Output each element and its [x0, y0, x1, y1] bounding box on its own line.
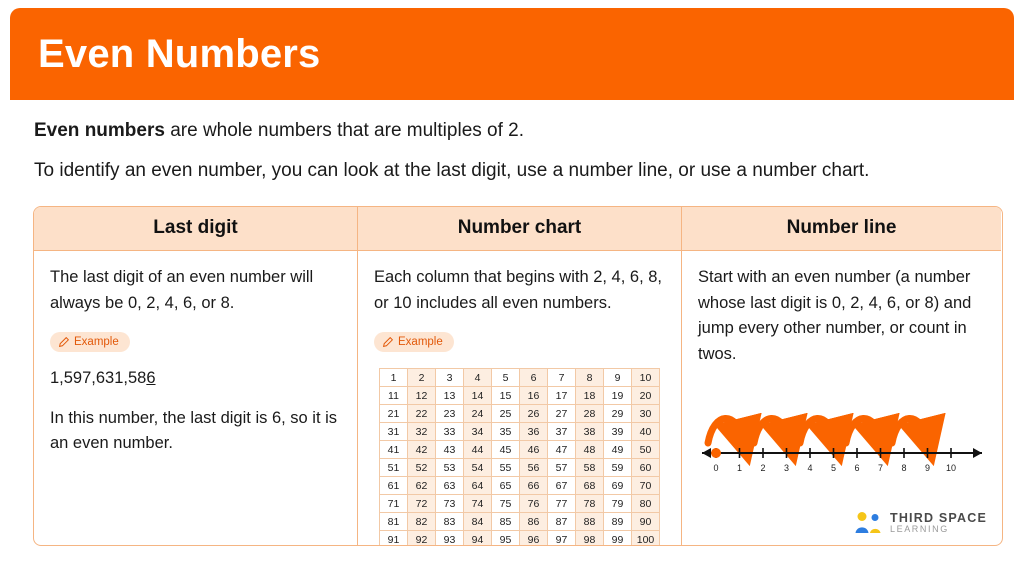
chart-cell: 67: [548, 477, 576, 495]
brand-logo: [854, 511, 987, 535]
chart-cell: 85: [492, 513, 520, 531]
chart-cell: 50: [632, 441, 660, 459]
chart-row: [380, 513, 660, 531]
page-header: [10, 8, 1014, 100]
chart-cell: 38: [576, 423, 604, 441]
column-heading-number-line: Number line: [682, 207, 1001, 251]
chart-cell: 76: [520, 495, 548, 513]
column-body-last-digit: [34, 251, 357, 545]
chart-cell: 91: [380, 531, 408, 546]
chart-cell: 83: [436, 513, 464, 531]
chart-cell: 96: [520, 531, 548, 546]
chart-row: [380, 369, 660, 387]
chart-cell: 56: [520, 459, 548, 477]
chart-cell: 97: [548, 531, 576, 546]
chart-cell: 9: [604, 369, 632, 387]
chart-cell: 81: [380, 513, 408, 531]
intro-line-1: [34, 118, 1004, 144]
chart-cell: 98: [576, 531, 604, 546]
chart-cell: 25: [492, 405, 520, 423]
chart-cell: 7: [548, 369, 576, 387]
jump-arcs: [708, 419, 927, 444]
axis-tick-labels: [713, 463, 956, 473]
chart-row: [380, 423, 660, 441]
chart-cell: 17: [548, 387, 576, 405]
chart-cell: 19: [604, 387, 632, 405]
example-label-number-chart: Example: [398, 336, 443, 349]
chart-row: [380, 441, 660, 459]
axis-tick-label: 3: [783, 463, 790, 474]
chart-cell: 41: [380, 441, 408, 459]
example-label-last-digit: Example: [74, 336, 119, 349]
column-heading-number-chart: Number chart: [358, 207, 681, 251]
chart-cell: 36: [520, 423, 548, 441]
example-badge-last-digit: [50, 332, 130, 352]
chart-cell: 28: [576, 405, 604, 423]
chart-cell: 10: [632, 369, 660, 387]
chart-cell: 65: [492, 477, 520, 495]
start-marker: [711, 448, 721, 458]
chart-cell: 1: [380, 369, 408, 387]
chart-cell: 37: [548, 423, 576, 441]
chart-cell: 26: [520, 405, 548, 423]
chart-cell: 93: [436, 531, 464, 546]
axis-tick-label: 7: [877, 463, 884, 474]
chart-cell: 34: [464, 423, 492, 441]
chart-cell: 63: [436, 477, 464, 495]
chart-cell: 95: [492, 531, 520, 546]
chart-cell: 23: [436, 405, 464, 423]
chart-cell: 59: [604, 459, 632, 477]
chart-cell: 12: [408, 387, 436, 405]
hundred-chart-wrapper: [374, 368, 665, 546]
chart-cell: 61: [380, 477, 408, 495]
number-line-svg: [698, 381, 986, 491]
chart-cell: 52: [408, 459, 436, 477]
chart-cell: 74: [464, 495, 492, 513]
chart-cell: 49: [604, 441, 632, 459]
last-digit-description: The last digit of an even number will always be 0, 2, 4, 6, or 8.: [50, 268, 314, 312]
chart-cell: 45: [492, 441, 520, 459]
chart-cell: 39: [604, 423, 632, 441]
axis-tick-label: 0: [713, 463, 719, 474]
chart-cell: 73: [436, 495, 464, 513]
chart-cell: 64: [464, 477, 492, 495]
chart-cell: 100: [632, 531, 660, 546]
logo-text: [890, 512, 987, 535]
chart-cell: 2: [408, 369, 436, 387]
chart-cell: 75: [492, 495, 520, 513]
chart-cell: 51: [380, 459, 408, 477]
chart-cell: 5: [492, 369, 520, 387]
chart-cell: 18: [576, 387, 604, 405]
pencil-icon: [383, 337, 393, 347]
chart-cell: 43: [436, 441, 464, 459]
chart-cell: 40: [632, 423, 660, 441]
chart-cell: 90: [632, 513, 660, 531]
chart-cell: 15: [492, 387, 520, 405]
chart-cell: 55: [492, 459, 520, 477]
logo-line-2: LEARNING: [889, 523, 949, 534]
axis-arrow-left: [702, 448, 711, 458]
chart-cell: 70: [632, 477, 660, 495]
axis-tick-label: 2: [760, 463, 766, 474]
chart-cell: 54: [464, 459, 492, 477]
number-line-description: Start with an even number (a number whose last digit is 0, 2, 4, 6, or 8) and jump every other number, or count in twos.: [698, 268, 972, 363]
chart-cell: 62: [408, 477, 436, 495]
chart-row: [380, 477, 660, 495]
chart-cell: 3: [436, 369, 464, 387]
chart-cell: 89: [604, 513, 632, 531]
chart-cell: 86: [520, 513, 548, 531]
chart-cell: 30: [632, 405, 660, 423]
chart-cell: 92: [408, 531, 436, 546]
chart-cell: 82: [408, 513, 436, 531]
logo-line-1: THIRD SPACE: [889, 510, 987, 525]
chart-cell: 8: [576, 369, 604, 387]
chart-cell: 77: [548, 495, 576, 513]
chart-row: [380, 531, 660, 546]
chart-cell: 16: [520, 387, 548, 405]
pencil-icon: [59, 337, 69, 347]
last-digit-explanation: In this number, the last digit is 6, so it is an even number.: [50, 408, 338, 453]
page-title: Even Numbers: [38, 31, 321, 76]
chart-cell: 13: [436, 387, 464, 405]
number-line-graphic: [698, 381, 986, 491]
example-number: [50, 366, 341, 392]
intro-bold: Even numbers: [34, 120, 165, 141]
chart-cell: 48: [576, 441, 604, 459]
chart-cell: 35: [492, 423, 520, 441]
chart-cell: 57: [548, 459, 576, 477]
column-body-number-chart: [358, 251, 681, 546]
axis-tick-label: 9: [924, 463, 931, 474]
number-chart-description: Each column that begins with 2, 4, 6, 8, or 10 includes all even numbers.: [374, 268, 663, 312]
chart-cell: 78: [576, 495, 604, 513]
chart-cell: 47: [548, 441, 576, 459]
axis-tick-label: 1: [736, 463, 743, 474]
chart-cell: 31: [380, 423, 408, 441]
chart-cell: 53: [436, 459, 464, 477]
chart-cell: 99: [604, 531, 632, 546]
chart-cell: 71: [380, 495, 408, 513]
chart-cell: 33: [436, 423, 464, 441]
methods-panel: [33, 206, 1003, 546]
chart-cell: 68: [576, 477, 604, 495]
chart-cell: 42: [408, 441, 436, 459]
column-number-line: [682, 207, 1001, 545]
chart-cell: 87: [548, 513, 576, 531]
axis-tick-label: 8: [901, 463, 907, 474]
chart-cell: 80: [632, 495, 660, 513]
axis-tick-label: 4: [807, 463, 813, 474]
chart-cell: 69: [604, 477, 632, 495]
chart-cell: 24: [464, 405, 492, 423]
intro-text: [34, 118, 1004, 197]
chart-cell: 21: [380, 405, 408, 423]
example-number-prefix: 1,597,631,58: [50, 369, 147, 388]
chart-cell: 20: [632, 387, 660, 405]
chart-cell: 29: [604, 405, 632, 423]
chart-row: [380, 495, 660, 513]
hundred-chart: [379, 368, 660, 546]
axis-tick-label: 10: [945, 463, 957, 474]
chart-cell: 94: [464, 531, 492, 546]
chart-row: [380, 405, 660, 423]
chart-cell: 60: [632, 459, 660, 477]
axis-tick-label: 5: [830, 463, 837, 474]
intro-line-1-rest: are whole numbers that are multiples of 2.: [164, 120, 525, 141]
axis-tick-label: 6: [854, 463, 860, 474]
chart-cell: 4: [464, 369, 492, 387]
intro-line-2: To identify an even number, you can look at the last digit, use a number line, or use a number chart.: [34, 159, 870, 181]
column-body-number-line: [682, 251, 1001, 545]
chart-cell: 27: [548, 405, 576, 423]
chart-row: [380, 459, 660, 477]
chart-cell: 11: [380, 387, 408, 405]
axis-arrow-right: [973, 448, 982, 458]
chart-cell: 58: [576, 459, 604, 477]
chart-cell: 72: [408, 495, 436, 513]
column-last-digit: [34, 207, 358, 545]
chart-cell: 14: [464, 387, 492, 405]
column-number-chart: [358, 207, 682, 545]
logo-mark-icon: [854, 511, 882, 535]
chart-cell: 44: [464, 441, 492, 459]
chart-cell: 88: [576, 513, 604, 531]
chart-row: [380, 387, 660, 405]
example-number-last-digit: 6: [146, 369, 156, 388]
chart-cell: 22: [408, 405, 436, 423]
column-heading-last-digit: Last digit: [34, 207, 357, 251]
chart-cell: 46: [520, 441, 548, 459]
chart-cell: 66: [520, 477, 548, 495]
chart-cell: 6: [520, 369, 548, 387]
example-badge-number-chart: [374, 332, 454, 352]
chart-cell: 84: [464, 513, 492, 531]
chart-cell: 79: [604, 495, 632, 513]
chart-cell: 32: [408, 423, 436, 441]
